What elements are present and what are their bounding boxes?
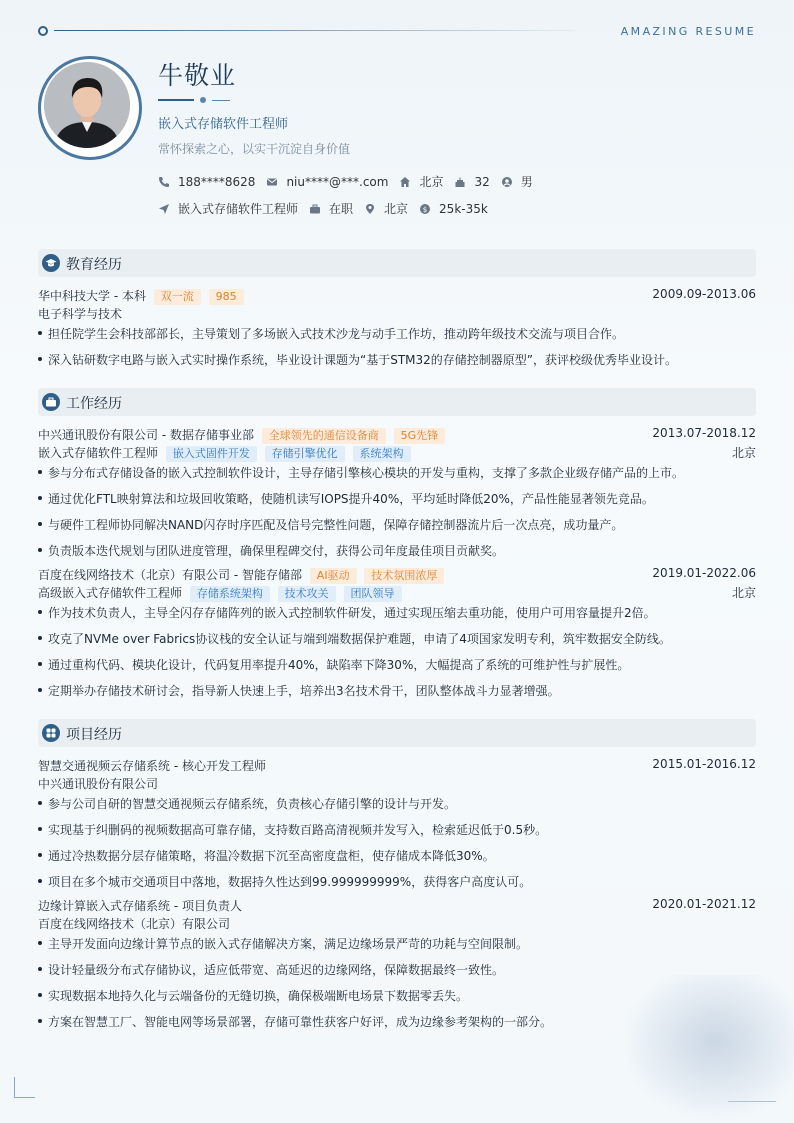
project-date: 2015.01-2016.12 (652, 757, 756, 771)
work-bullet: 负责版本迭代规划与团队进度管理，确保里程碑交付，获得公司年度最佳项目贡献奖。 (38, 542, 756, 559)
education-date: 2009.09-2013.06 (652, 287, 756, 301)
school-tag: 双一流 (154, 289, 201, 305)
work-bullet: 通过优化FTL映射算法和垃圾回收策略，使随机读写IOPS提升40%，平均延时降低20%，产品性能显著领先竞品。 (38, 490, 756, 507)
project-bullet: 实现数据本地持久化与云端备份的无缝切换，确保极端断电场景下数据零丢失。 (38, 987, 756, 1004)
person-silhouette-icon (44, 62, 130, 148)
target-city-item (364, 200, 408, 217)
top-rule (54, 30, 574, 31)
school-tag: 985 (209, 289, 244, 305)
section-title: 工作经历 (66, 396, 122, 412)
project-title: 智慧交通视频云存储系统 - 核心开发工程师 (38, 759, 266, 773)
work-bullet: 攻克了NVMe over Fabrics协议栈的安全认证与端到端数据保护难题，申请了4项国家发明专利，筑牢数据安全防线。 (38, 630, 756, 647)
work-bullet: 参与分布式存储设备的嵌入式控制软件设计，主导存储引擎核心模块的开发与重构，支撑了多款企业级存储产品的上市。 (38, 464, 756, 481)
project-bullet: 设计轻量级分布式存储协议，适应低带宽、高延迟的边缘网络，保障数据最终一致性。 (38, 961, 756, 978)
section-header-projects (38, 719, 756, 747)
salary-value: 25k-35k (439, 201, 488, 216)
job-title: 嵌入式存储软件工程师 (158, 117, 289, 132)
work-role-line (38, 584, 756, 600)
project-date: 2020.01-2021.12 (652, 897, 756, 911)
corner-bracket-ornament (14, 1077, 35, 1098)
project-title: 边缘计算嵌入式存储系统 - 项目负责人 (38, 899, 242, 913)
mail-icon (266, 176, 278, 188)
project-entry-header (38, 757, 756, 773)
company-tag: 技术氛围浓厚 (364, 568, 444, 584)
grid-icon (42, 724, 60, 742)
role-tag: 存储系统架构 (190, 586, 270, 602)
target-city-value: 北京 (384, 202, 409, 216)
section-title: 项目经历 (66, 727, 122, 743)
phone-value: 188****8628 (178, 174, 256, 189)
company-name: 百度在线网络技术（北京）有限公司 - 智能存储部 (38, 568, 302, 582)
brand-label: AMAZING RESUME (620, 25, 756, 38)
company-tag: 全球领先的通信设备商 (262, 428, 386, 444)
project-entry-header (38, 897, 756, 913)
section-title: 教育经历 (66, 257, 122, 273)
project-bullet: 项目在多个城市交通项目中落地，数据持久性达到99.999999999%，获得客户高度认可。 (38, 873, 756, 890)
role-tag: 技术攻关 (278, 586, 336, 602)
section-header-education (38, 249, 756, 277)
svg-text:$: $ (422, 205, 428, 214)
graduation-cap-icon (42, 254, 60, 272)
user-icon (501, 176, 513, 188)
company-name: 中兴通讯股份有限公司 - 数据存储事业部 (38, 428, 254, 442)
project-org: 百度在线网络技术（北京）有限公司 (38, 917, 231, 931)
job-intent-row (158, 200, 499, 217)
project-bullet: 参与公司自研的智慧交通视频云存储系统，负责核心存储引擎的设计与开发。 (38, 795, 756, 812)
location-pin-icon (364, 203, 376, 215)
role-tag: 存储引擎优化 (265, 446, 345, 462)
status-value: 在职 (329, 202, 354, 216)
email-value: niu****@***.com (286, 174, 389, 189)
work-role-line (38, 444, 756, 460)
work-bullet: 定期举办存储技术研讨会，指导新人快速上手，培养出3名技术骨干，团队整体战斗力显著增强。 (38, 682, 756, 699)
status-item (309, 200, 353, 217)
city-value: 北京 (419, 175, 444, 189)
company-tag: AI驱动 (310, 568, 357, 584)
education-entry-header (38, 287, 756, 303)
work-city: 北京 (731, 446, 756, 460)
email-item (266, 175, 388, 189)
name-underline-decoration (158, 96, 238, 104)
home-icon (399, 176, 411, 188)
phone-icon (158, 176, 170, 188)
gender-value: 男 (520, 175, 533, 189)
work-city: 北京 (731, 586, 756, 600)
age-item (454, 175, 489, 189)
project-bullet: 实现基于纠删码的视频数据高可靠存储，支持数百路高清视频并发写入，检索延迟低于0.5秒。 (38, 821, 756, 838)
work-bullet: 通过重构代码、模块化设计，代码复用率提升40%，缺陷率下降30%，大幅提高了系统的可维护性与扩展性。 (38, 656, 756, 673)
avatar-photo (44, 62, 130, 148)
work-date: 2013.07-2018.12 (652, 426, 756, 440)
project-org: 中兴通讯股份有限公司 (38, 777, 159, 791)
phone-item (158, 175, 255, 189)
work-date: 2019.01-2022.06 (652, 566, 756, 580)
avatar (38, 56, 142, 160)
major: 电子科学与技术 (38, 307, 123, 321)
role-tag: 嵌入式固件开发 (166, 446, 257, 462)
role-tag: 系统架构 (353, 446, 411, 462)
education-bullet: 深入钻研数字电路与嵌入式实时操作系统，毕业设计课题为“基于STM32的存储控制器原型”，获评校级优秀毕业设计。 (38, 351, 756, 368)
work-entry-header (38, 426, 756, 442)
top-circle-ornament (38, 26, 48, 36)
target-job-item (158, 200, 298, 217)
role-name: 高级嵌入式存储软件工程师 (38, 586, 183, 600)
education-bullet: 担任院学生会科技部部长，主导策划了多场嵌入式技术沙龙与动手工作坊，推动跨年级技术交流与项目合作。 (38, 325, 756, 342)
role-name: 嵌入式存储软件工程师 (38, 446, 159, 460)
briefcase-icon (309, 203, 321, 215)
top-decoration (38, 26, 638, 36)
company-tag: 5G先锋 (394, 428, 446, 444)
work-bullet: 作为技术负责人，主导全闪存存储阵列的嵌入式控制软件研发，通过实现压缩去重功能，使用户可用容量提升2倍。 (38, 604, 756, 621)
cake-icon (454, 176, 466, 188)
gender-item (501, 173, 533, 190)
work-entry-header (38, 566, 756, 582)
section-header-work (38, 388, 756, 416)
school-name: 华中科技大学 - 本科 (38, 289, 146, 303)
city-item (399, 173, 443, 190)
bottom-rule-ornament (728, 1101, 776, 1102)
project-bullet: 通过冷热数据分层存储策略，将温冷数据下沉至高密度盘柜，使存储成本降低30%。 (38, 847, 756, 864)
target-job-value: 嵌入式存储软件工程师 (178, 202, 299, 216)
candidate-name: 牛敬业 (158, 61, 237, 90)
age-value: 32 (474, 174, 490, 189)
money-icon (419, 203, 431, 215)
contact-row (158, 173, 544, 190)
work-bullet: 与硬件工程师协同解决NAND闪存时序匹配及信号完整性问题，保障存储控制器流片后一次点亮，成功量产。 (38, 516, 756, 533)
motto: 常怀探索之心，以实干沉淀自身价值 (158, 142, 351, 156)
role-tag: 团队领导 (344, 586, 402, 602)
briefcase-icon (42, 393, 60, 411)
project-bullet: 方案在智慧工厂、智能电网等场景部署，存储可靠性获客户好评，成为边缘参考架构的一部分。 (38, 1013, 756, 1030)
salary-item (419, 202, 488, 216)
project-bullet: 主导开发面向边缘计算节点的嵌入式存储解决方案，满足边缘场景严苛的功耗与空间限制。 (38, 935, 756, 952)
send-icon (158, 203, 170, 215)
